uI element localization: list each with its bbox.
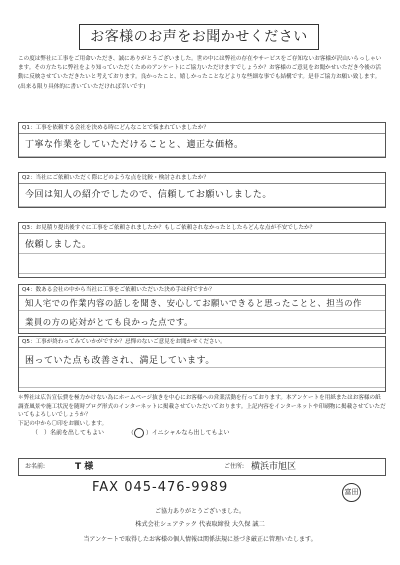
option-name-label: 名前を出してもよい xyxy=(50,429,105,437)
question-3-label: Q3：お見積り提出後すぐに工事をご依頼されましたか？もしご依頼されなかったとしたらどんな点が不安でしたか？ xyxy=(19,223,385,234)
address-label: ご住所: xyxy=(224,463,245,470)
option-initial-paren[interactable]: （ ） xyxy=(127,429,152,437)
footer-company: 株式会社シェアテック 代表取締役 大久保 誠二 xyxy=(135,521,265,528)
footer-thanks: ご協力ありがとうございました。 xyxy=(154,508,245,515)
question-1-label: Q1：工事を依頼する会社を決める時にどんなことで悩まれていましたか？ xyxy=(19,123,385,134)
seal-stamp-icon: 富田 xyxy=(342,483,361,502)
question-2 xyxy=(18,172,386,208)
name-value: T 様 xyxy=(75,462,94,472)
select-prompt: 下記の中から〇印をお願いします。 xyxy=(18,420,108,427)
answer-3: 依頼しました。 xyxy=(25,240,92,250)
question-2-label: Q2：当社にご依頼いただく際にどのような点を比較・検討されましたか？ xyxy=(19,173,385,184)
question-1 xyxy=(18,122,386,158)
question-3 xyxy=(18,222,386,278)
option-name-paren[interactable]: （ ） xyxy=(32,429,51,437)
answer-5: 困っていた点も改善され、満足しています。 xyxy=(25,356,215,366)
question-5-label: Q5：工事が終わってみていかがですか？忌憚のないご意見をお聞かせください。 xyxy=(19,337,385,348)
selected-circle-icon xyxy=(134,428,144,438)
footer-privacy: 当アンケートで取得したお客様の個人情報は関係法規に基づき厳正に管理いたします。 xyxy=(83,536,317,543)
question-4 xyxy=(18,284,386,334)
option-row xyxy=(32,428,386,438)
notice-text: ＊弊社は広告宣伝費を極力かけない為にホームページ抜きを中心にお客様への営業活動を行っております。本アンケートを用紙またはお客様の紙調査風景や施工状況を随時ブログ形式のインターネットに掲載させていただいております。上記内容をインターネットや印刷物に掲載させていただいてもよろしいでしょうか？ xyxy=(18,395,386,418)
question-5 xyxy=(18,336,386,392)
option-initial-label: イニシャルなら出してもよい xyxy=(151,429,230,437)
page-title: お客様のお声をお聞かせください xyxy=(79,24,319,50)
address-value: 横浜市旭区 xyxy=(251,462,297,472)
intro-text: この度は弊社に工事をご用命いただき、誠にありがとうございました。世の中には弊社の存在やサービスをご存知ないお客様が沢山いらっしゃいます。その方たちに弊社をより知っていただくためのアンケートにご協力いただけますでしょうか？お客様のご意見をお聞かせいただき今後の活動に反映させていただきたいと考えております。良かったこと、嬉しかったことなどよりな些細な事でも結構です。是非ご協力お願い致します。(出来る限り具体的に書いていただければ幸いです) xyxy=(18,56,382,90)
answer-1: 丁寧な作業をしていただけることと、適正な価格。 xyxy=(25,140,244,150)
answer-4-line-2: 業員の方の応対がとても良かった点です。 xyxy=(25,317,193,327)
fax-number: FAX 045-476-9989 xyxy=(92,480,229,495)
question-4-label: Q4：数ある会社の中から当社に工事をご依頼いただいた決め手は何ですか？ xyxy=(19,285,385,296)
answer-4-line-1: 知人宅での作業内容の話しを聞き、安心してお願いできると思ったことと、担当の作 xyxy=(25,298,362,308)
customer-info-row xyxy=(18,458,386,476)
name-label: お名前: xyxy=(25,463,46,470)
notice-section xyxy=(18,394,386,438)
answer-2: 今回は知人の紹介でしたので、信頼してお願いしました。 xyxy=(25,190,272,200)
